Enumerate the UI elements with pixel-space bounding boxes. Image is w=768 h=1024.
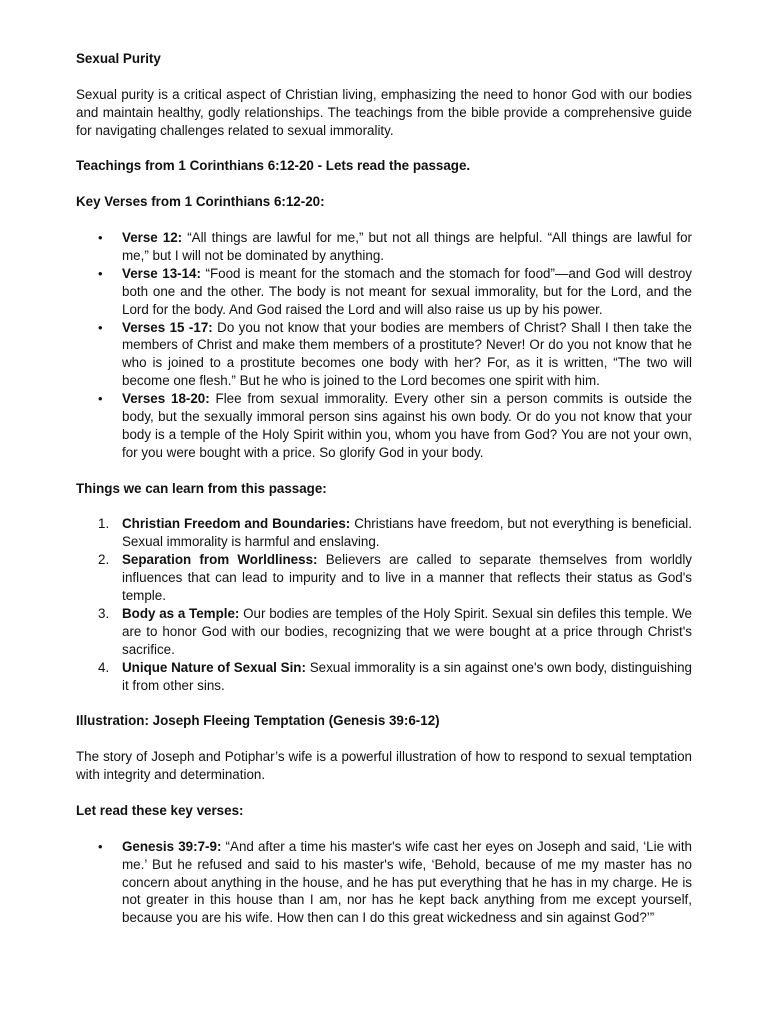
list-item bbox=[76, 551, 692, 605]
learn-heading: Things we can learn from this passage: bbox=[76, 480, 327, 496]
key-verses-list bbox=[76, 229, 692, 462]
lesson-label: Separation from Worldliness: bbox=[122, 552, 318, 568]
item-number: 2. bbox=[98, 552, 110, 568]
bullet-icon: • bbox=[98, 230, 103, 245]
verse-label: Verse 12: bbox=[122, 230, 183, 245]
lesson-text: Christians have freedom, but not everything is beneficial. Sexual immorality is harmful and enslaving. bbox=[122, 516, 692, 550]
lesson-label: Unique Nature of Sexual Sin: bbox=[122, 659, 306, 675]
bullet-icon: • bbox=[98, 265, 103, 281]
verse-text: Flee from sexual immorality. Every other sin a person commits is outside the body, but the sexually immoral person sins against his own body. Or do you not know that your body is a temple of the Holy Spirit within you, whom you have from God? You are not your own, for you were bought with a price. So glorify God in your body. bbox=[122, 391, 692, 460]
page-title: Sexual Purity bbox=[76, 51, 161, 66]
lessons-list bbox=[76, 515, 692, 694]
lesson-text: Believers are called to separate themselves from worldly influences that can lead to impurity and to live in a manner that reflects their status as God's temple. bbox=[122, 552, 692, 604]
lesson-label: Body as a Temple: bbox=[122, 606, 240, 621]
read-heading: Let read these key verses: bbox=[76, 802, 244, 818]
list-item bbox=[76, 605, 692, 659]
verse-text: Do you not know that your bodies are members of Christ? Shall I then take the members of Christ and make them members of a prostitute? Never! Or do you not know that he who is joined to a prostitute becomes one body with her? For, as it is written, “The two will become one flesh.” But he who is joined to the Lord becomes one spirit with him. bbox=[122, 319, 692, 389]
verse-label: Verses 15 -17: bbox=[122, 319, 213, 335]
verse-label: Genesis 39:7-9: bbox=[122, 838, 222, 854]
bullet-icon: • bbox=[98, 391, 103, 407]
list-item bbox=[76, 265, 692, 319]
verse-text: “Food is meant for the stomach and the stomach for food”—and God will destroy both one and the other. The body is not meant for sexual immorality, but for the Lord, and the Lord for the body. And God raised the Lord and will also raise us up by his power. bbox=[122, 265, 692, 317]
intro-paragraph: Sexual purity is a critical aspect of Christian living, emphasizing the need to honor God with our bodies and maintain healthy, godly relationships. The teachings from the bible provide a comprehensive guide for navigating challenges related to sexual immorality. bbox=[76, 86, 692, 138]
verse-label: Verse 13-14: bbox=[122, 265, 201, 281]
list-item bbox=[76, 515, 692, 551]
illustration-paragraph: The story of Joseph and Potiphar’s wife is a powerful illustration of how to respond to sexual temptation with integrity and determination. bbox=[76, 749, 692, 783]
item-number: 1. bbox=[98, 516, 110, 532]
lesson-text: Sexual immorality is a sin against one's own body, distinguishing it from other sins. bbox=[122, 659, 692, 693]
item-number: 3. bbox=[98, 606, 110, 621]
bullet-icon: • bbox=[98, 838, 103, 854]
list-item bbox=[76, 229, 692, 265]
verse-label: Verses 18-20: bbox=[122, 391, 210, 407]
lesson-text: Our bodies are temples of the Holy Spirit. Sexual sin defiles this temple. We are to honor God with our bodies, recognizing that we were bought at a price through Christ's sacrifice. bbox=[122, 606, 692, 657]
list-item bbox=[76, 838, 692, 928]
list-item bbox=[76, 390, 692, 462]
lesson-label: Christian Freedom and Boundaries: bbox=[122, 516, 351, 532]
list-item bbox=[76, 659, 692, 695]
list-item bbox=[76, 319, 692, 391]
verse-text: “And after a time his master's wife cast her eyes on Joseph and said, ‘Lie with me.’ But he refused and said to his master's wife, ‘Behold, because of me my master has no concern about anything in the house, and he has put everything that he has in my charge. He is not greater in this house than I am, nor has he kept back anything from me except yourself, because you are his wife. How then can I do this great wickedness and sin against God?’” bbox=[122, 838, 692, 926]
key-verses-heading: Key Verses from 1 Corinthians 6:12-20: bbox=[76, 194, 325, 210]
verse-text: “All things are lawful for me,” but not all things are helpful. “All things are lawful for me,” but I will not be dominated by anything. bbox=[122, 230, 692, 263]
genesis-verses-list bbox=[76, 838, 692, 928]
teachings-heading: Teachings from 1 Corinthians 6:12-20 - Lets read the passage. bbox=[76, 158, 471, 174]
bullet-icon: • bbox=[98, 319, 103, 335]
item-number: 4. bbox=[98, 659, 110, 675]
illustration-heading: Illustration: Joseph Fleeing Temptation (Genesis 39:6-12) bbox=[76, 713, 440, 729]
